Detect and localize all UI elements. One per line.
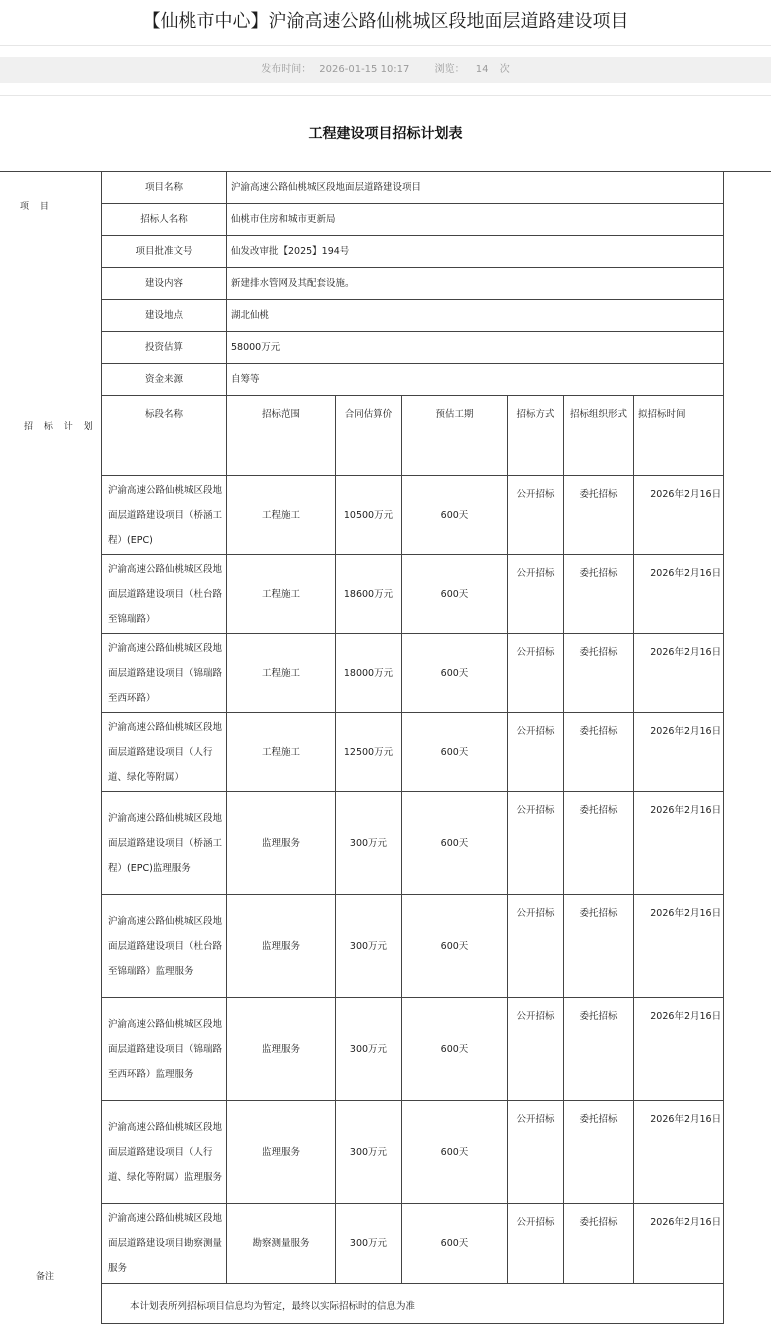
info-label: 建设内容 <box>102 268 227 300</box>
section-method: 公开招标 <box>508 713 564 792</box>
section-scope: 勘察测量服务 <box>227 1204 336 1284</box>
info-value: 仙桃市住房和城市更新局 <box>227 204 724 236</box>
info-value: 自筹等 <box>227 364 724 396</box>
section-scope: 监理服务 <box>227 895 336 998</box>
section-period: 600天 <box>402 792 508 895</box>
header-price: 合同估算价 <box>336 396 402 476</box>
section-name: 沪渝高速公路仙桃城区段地面层道路建设项目勘察测量服务 <box>102 1204 227 1284</box>
section-price: 300万元 <box>336 1204 402 1284</box>
publish-label: 发布时间： <box>261 64 312 75</box>
note-text: 本计划表所列招标项目信息均为暂定，最终以实际招标时的信息为准 <box>102 1284 724 1324</box>
info-label: 投资估算 <box>102 332 227 364</box>
header-time: 拟招标时间 <box>634 396 724 476</box>
section-period: 600天 <box>402 1101 508 1204</box>
info-label: 项目名称 <box>102 172 227 204</box>
info-value: 仙发改审批【2025】194号 <box>227 236 724 268</box>
divider <box>0 95 771 96</box>
section-time: 2026年2月16日 <box>634 634 724 713</box>
info-row <box>102 236 724 268</box>
section-scope: 工程施工 <box>227 555 336 634</box>
section-scope: 监理服务 <box>227 1101 336 1204</box>
bid-section-row <box>102 555 724 634</box>
section-scope: 监理服务 <box>227 792 336 895</box>
bid-section-row <box>102 1204 724 1284</box>
section-org: 委托招标 <box>564 555 634 634</box>
section-name: 沪渝高速公路仙桃城区段地面层道路建设项目（桥涵工程）(EPC)监理服务 <box>102 792 227 895</box>
section-period: 600天 <box>402 998 508 1101</box>
bid-section-row <box>102 713 724 792</box>
section-price: 12500万元 <box>336 713 402 792</box>
document-title: 工程建设项目招标计划表 <box>308 126 463 142</box>
section-time: 2026年2月16日 <box>634 713 724 792</box>
section-period: 600天 <box>402 476 508 555</box>
info-label: 招标人名称 <box>102 204 227 236</box>
section-name: 沪渝高速公路仙桃城区段地面层道路建设项目（杜台路至锦瑞路）监理服务 <box>102 895 227 998</box>
views-unit: 次 <box>499 64 510 75</box>
side-label-note: 备注 <box>36 1272 55 1282</box>
section-scope: 工程施工 <box>227 476 336 555</box>
section-price: 300万元 <box>336 998 402 1101</box>
side-label-project: 项 目 <box>20 202 53 212</box>
section-method: 公开招标 <box>508 1204 564 1284</box>
views-label: 浏览： <box>434 64 465 75</box>
article-meta <box>0 57 771 83</box>
info-value: 新建排水管网及其配套设施。 <box>227 268 724 300</box>
section-org: 委托招标 <box>564 792 634 895</box>
section-name: 沪渝高速公路仙桃城区段地面层道路建设项目（桥涵工程）(EPC) <box>102 476 227 555</box>
section-price: 300万元 <box>336 895 402 998</box>
header-method: 招标方式 <box>508 396 564 476</box>
section-time: 2026年2月16日 <box>634 998 724 1101</box>
section-period: 600天 <box>402 895 508 998</box>
section-price: 300万元 <box>336 792 402 895</box>
section-name: 沪渝高速公路仙桃城区段地面层道路建设项目（杜台路至锦瑞路） <box>102 555 227 634</box>
side-label-plan: 招 标 计 划 <box>24 422 97 432</box>
info-row <box>102 364 724 396</box>
info-row <box>102 172 724 204</box>
section-time: 2026年2月16日 <box>634 1204 724 1284</box>
bid-section-row <box>102 1101 724 1204</box>
header-period: 预估工期 <box>402 396 508 476</box>
info-label: 建设地点 <box>102 300 227 332</box>
section-org: 委托招标 <box>564 1204 634 1284</box>
info-label: 项目批准文号 <box>102 236 227 268</box>
info-value: 湖北仙桃 <box>227 300 724 332</box>
section-scope: 工程施工 <box>227 634 336 713</box>
header-org: 招标组织形式 <box>564 396 634 476</box>
section-name: 沪渝高速公路仙桃城区段地面层道路建设项目（人行道、绿化等附属） <box>102 713 227 792</box>
bid-section-row <box>102 998 724 1101</box>
section-org: 委托招标 <box>564 1101 634 1204</box>
bid-section-row <box>102 634 724 713</box>
section-time: 2026年2月16日 <box>634 555 724 634</box>
bid-plan-table <box>101 171 724 1324</box>
header-scope: 招标范围 <box>227 396 336 476</box>
bid-section-row <box>102 895 724 998</box>
section-time: 2026年2月16日 <box>634 895 724 998</box>
note-row <box>102 1284 724 1324</box>
section-scope: 监理服务 <box>227 998 336 1101</box>
article-title: 【仙桃市中心】沪渝高速公路仙桃城区段地面层道路建设项目 <box>0 0 771 46</box>
info-value: 沪渝高速公路仙桃城区段地面层道路建设项目 <box>227 172 724 204</box>
bid-section-row <box>102 476 724 555</box>
info-row <box>102 332 724 364</box>
plan-header-row <box>102 396 724 476</box>
section-org: 委托招标 <box>564 713 634 792</box>
section-name: 沪渝高速公路仙桃城区段地面层道路建设项目（锦瑞路至西环路）监理服务 <box>102 998 227 1101</box>
section-period: 600天 <box>402 1204 508 1284</box>
section-name: 沪渝高速公路仙桃城区段地面层道路建设项目（人行道、绿化等附属）监理服务 <box>102 1101 227 1204</box>
section-org: 委托招标 <box>564 634 634 713</box>
section-price: 18000万元 <box>336 634 402 713</box>
section-org: 委托招标 <box>564 998 634 1101</box>
section-org: 委托招标 <box>564 476 634 555</box>
section-org: 委托招标 <box>564 895 634 998</box>
info-row <box>102 300 724 332</box>
section-method: 公开招标 <box>508 998 564 1101</box>
section-method: 公开招标 <box>508 476 564 555</box>
section-price: 10500万元 <box>336 476 402 555</box>
section-name: 沪渝高速公路仙桃城区段地面层道路建设项目（锦瑞路至西环路） <box>102 634 227 713</box>
section-scope: 工程施工 <box>227 713 336 792</box>
section-method: 公开招标 <box>508 895 564 998</box>
info-row <box>102 204 724 236</box>
info-label: 资金来源 <box>102 364 227 396</box>
info-value: 58000万元 <box>227 332 724 364</box>
info-row <box>102 268 724 300</box>
section-method: 公开招标 <box>508 792 564 895</box>
section-method: 公开招标 <box>508 1101 564 1204</box>
section-method: 公开招标 <box>508 555 564 634</box>
section-price: 18600万元 <box>336 555 402 634</box>
section-price: 300万元 <box>336 1101 402 1204</box>
section-time: 2026年2月16日 <box>634 1101 724 1204</box>
publish-time: 2026-01-15 10:17 <box>319 64 410 75</box>
section-time: 2026年2月16日 <box>634 476 724 555</box>
header-name: 标段名称 <box>102 396 227 476</box>
bid-section-row <box>102 792 724 895</box>
section-period: 600天 <box>402 713 508 792</box>
section-period: 600天 <box>402 555 508 634</box>
section-time: 2026年2月16日 <box>634 792 724 895</box>
section-period: 600天 <box>402 634 508 713</box>
section-method: 公开招标 <box>508 634 564 713</box>
views-count: 14 <box>475 64 489 75</box>
